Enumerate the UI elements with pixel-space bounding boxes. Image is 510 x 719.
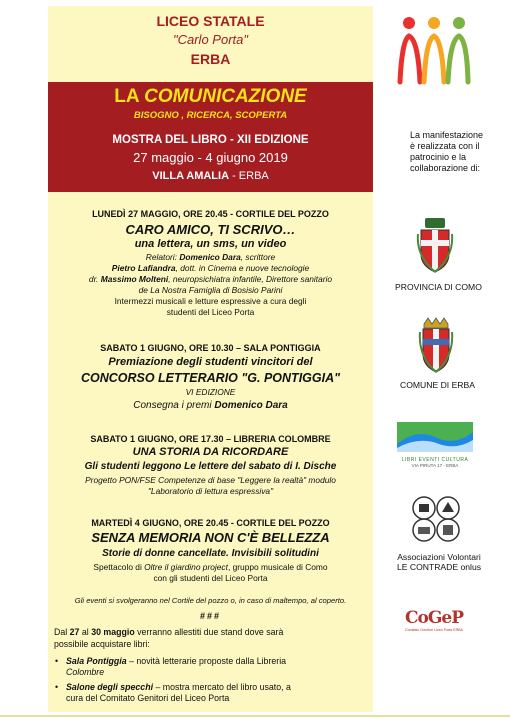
event3-note-2: "Laboratorio di lettura espressiva" — [147, 486, 274, 496]
event1-subtitle: una lettera, un sms, un video — [134, 238, 287, 250]
stands-intro-line2: possibile acquistare libri: — [54, 639, 150, 649]
exhibition-venue: VILLA AMALIA - ERBA — [152, 170, 269, 182]
event1-note-2: studenti del Liceo Porta — [166, 307, 255, 317]
bullet-salone-specchi: • Salone degli specchi – mostra mercato del libro usato, a — [55, 682, 291, 692]
cogep-wordmark: CoGeP — [405, 608, 463, 628]
event4-note-1: Spettacolo di Oltre il giardino project, gruppo musicale di Como — [93, 562, 328, 572]
exhibition-dates: 27 maggio - 4 giugno 2019 — [133, 150, 288, 165]
event4-subtitle: Storie di donne cancellate. Invisibili solitudini — [102, 548, 319, 559]
sponsor-intro: La manifestazione è realizzata con il patrocinio e la collaborazione di: — [410, 130, 484, 173]
bullet-dot-icon: • — [55, 682, 59, 692]
event4-when: MARTEDÌ 4 GIUGNO, ORE 20.45 - CORTILE DEL POZZO — [91, 518, 330, 528]
event3-note-1: Progetto PON/FSE Competenze di base "Leggere la realtà" modulo — [85, 475, 336, 485]
stands-intro: Dal 27 al 30 maggio verranno allestiti due stand dove sarà — [54, 627, 284, 637]
contrade-logo-icon — [408, 494, 464, 544]
event2-edition: VI EDIZIONE — [185, 387, 236, 397]
contrade-label: Associazioni Volontari LE CONTRADE onlus — [396, 552, 482, 572]
banner-title: LA COMUNICAZIONE — [114, 86, 307, 107]
separator: ### — [199, 611, 222, 621]
wave-logo-icon — [397, 422, 473, 452]
event1-when: LUNEDÌ 27 MAGGIO, ORE 20.45 - CORTILE DEL POZZO — [92, 209, 329, 219]
provincia-como-label: PROVINCIA DI COMO — [395, 282, 482, 292]
libreria-line-2: VIA PIRUTA 17 - ERBA — [411, 463, 459, 468]
provincia-como-crest-icon — [416, 216, 454, 274]
event1-title: CARO AMICO, TI SCRIVO… — [125, 222, 296, 237]
event3-when: SABATO 1 GIUGNO, ORE 17.30 – LIBRERIA COLOMBRE — [90, 434, 331, 444]
event1-speaker-3-line2: de La Nostra Famiglia di Bosisio Parini — [138, 285, 283, 295]
event3-title: UNA STORIA DA RICORDARE — [132, 446, 289, 458]
cogep-logo — [404, 608, 464, 638]
event2-title: CONCORSO LETTERARIO "G. PONTIGGIA" — [80, 371, 341, 385]
bullet-dot-icon: • — [55, 656, 59, 666]
school-line-3: ERBA — [190, 51, 231, 67]
event1-speaker-2: Pietro Lafiandra, dott. in Cinema e nuove tecnologie — [111, 263, 310, 273]
bottom-divider — [0, 715, 510, 717]
event4-title: SENZA MEMORIA NON C'È BELLEZZA — [91, 530, 330, 545]
bullet-sala-pontiggia: • Sala Pontiggia – novità letterarie proposte dalla Libreria — [55, 656, 287, 666]
bullet-salone-specchi-line2: cura del Comitato Genitori del Liceo Porta — [66, 693, 230, 703]
event2-prize: Consegna i premi Domenico Dara — [133, 400, 288, 411]
event3-subtitle: Gli studenti leggono Le lettere del sabato di I. Dische — [84, 461, 337, 472]
libreria-line-1: LIBRI EVENTI CULTURA — [401, 457, 469, 463]
event1-speaker-1: Relatori: Domenico Dara, scrittore — [145, 252, 276, 262]
location-note: Gli eventi si svolgeranno nel Cortile del pozzo o, in caso di maltempo, al coperto. — [74, 596, 347, 605]
banner-subtitle: BISOGNO , RICERCA, SCOPERTA — [133, 110, 288, 121]
libreria-colombre-logo — [397, 422, 473, 466]
event1-note-1: Intermezzi musicali e letture espressive a cura degli — [114, 296, 307, 306]
event4-note-2: con gli studenti del Liceo Porta — [153, 573, 268, 583]
bullet-sala-pontiggia-line2: Colombre — [66, 667, 105, 677]
exhibition-title: MOSTRA DEL LIBRO - XII EDIZIONE — [112, 134, 309, 146]
event2-when: SABATO 1 GIUGNO, ORE 10.30 – SALA PONTIGGIA — [100, 343, 321, 353]
school-line-2: "Carlo Porta" — [173, 32, 248, 47]
event2-line1: Premiazione degli studenti vincitori del — [108, 356, 313, 368]
comune-erba-crest-icon — [418, 316, 454, 374]
school-line-1: LICEO STATALE — [156, 13, 265, 29]
event1-speaker-3: dr. Massimo Molteni, neuropsichiatra infantile, Direttore sanitario — [88, 274, 333, 284]
comune-erba-label: COMUNE DI ERBA — [400, 380, 475, 390]
event-people-logo-icon — [396, 12, 472, 88]
cogep-caption: Comitato Genitori Liceo Porta ERBA — [405, 628, 463, 632]
